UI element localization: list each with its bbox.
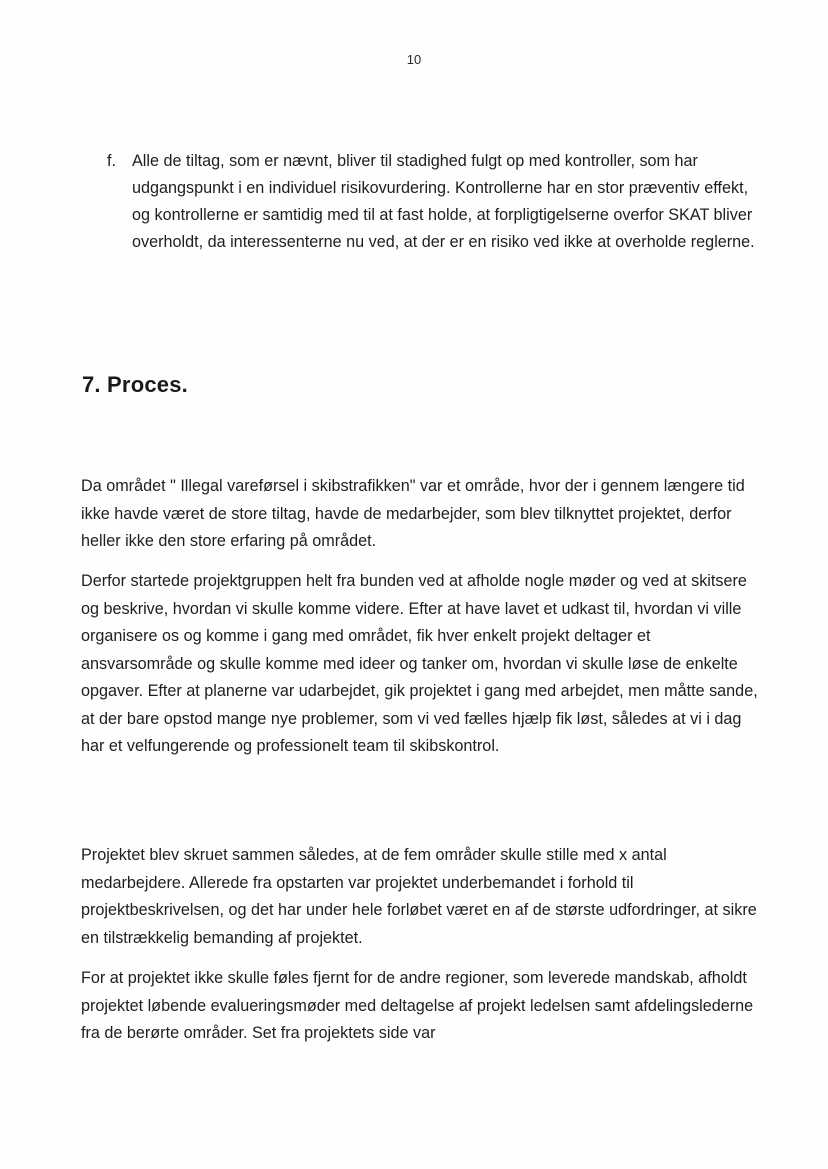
paragraph-2: Derfor startede projektgruppen helt fra bunden ved at afholde nogle møder og ved at skitsere og beskrive, hvordan vi skulle komme videre. Efter at have lavet et udkast til, hvordan vi ville organisere os og komme i gang med området, fik hver enkelt projekt deltager et ansvarsområde og skulle komme med ideer og tanker om, hvordan vi skulle løse de enkelte opgaver. Efter at planerne var udarbejdet, gik projektet i gang med arbejdet, men måtte sande, at der bare opstod mange nye problemer, som vi ved fælles hjælp fik løst, således at vi i dag har et velfungerende og professionelt team til skibskontrol.	[81, 572, 758, 755]
list-marker: f.	[107, 152, 116, 170]
paragraph-4: For at projektet ikke skulle føles fjernt for de andre regioner, som leverede mandskab, afholdt projektet løbende evalueringsmøder med deltagelse af projekt ledelsen samt afdelingslederne fra de berørte områder. Set fra projektets side var	[81, 969, 754, 1042]
list-item-text: Alle de tiltag, som er nævnt, bliver til stadighed fulgt op med kontroller, som har udgangspunkt i en individuel risikovurdering. Kontrollerne har en stor præventiv effekt, og kontrollerne er samtidig med til at fast holde, at forpligtigelserne overfor SKAT bliver overholdt, da interessenterne nu ved, at der er en risiko ved ikke at overholde reglerne.	[132, 152, 755, 251]
page-number: 10	[406, 52, 422, 67]
section-heading: 7. Proces.	[82, 372, 188, 397]
paragraph-3: Projektet blev skruet sammen således, at de fem områder skulle stille med x antal medarbejdere. Allerede fra opstarten var projektet underbemandet i forhold til projektbeskrivelsen, og det har under hele forløbet været en af de største udfordringer, at sikre en tilstrækkelig bemanding af projektet.	[81, 846, 757, 947]
list-item-f	[107, 148, 767, 256]
paragraph-1: Da området " Illegal vareførsel i skibstrafikken" var et område, hvor der i gennem længere tid ikke havde været de store tiltag, havde de medarbejder, som blev tilknyttet projektet, derfor heller ikke den store erfaring på området.	[81, 477, 745, 550]
